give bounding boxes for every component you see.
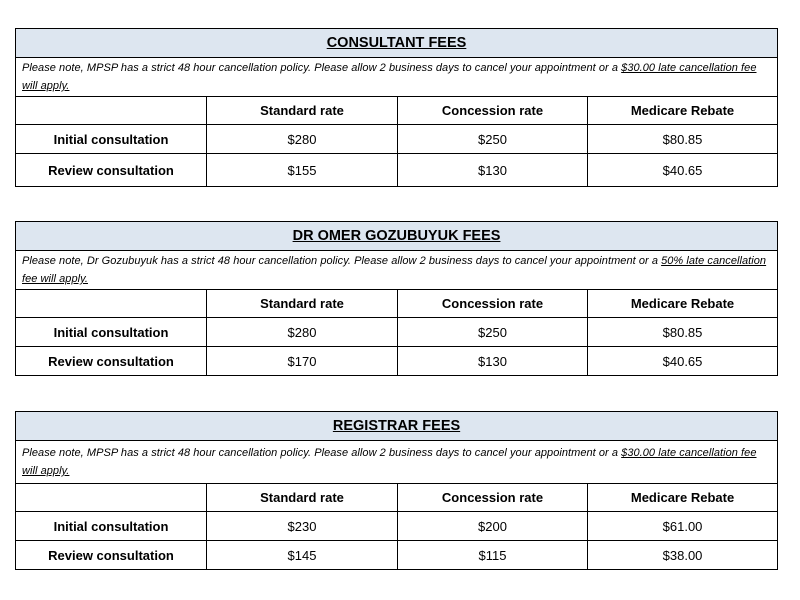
- dr-gozubuyuk-fees-table: [15, 221, 778, 376]
- section-title-text: REGISTRAR FEES: [332, 418, 461, 434]
- standard-rate-value: $155: [207, 154, 398, 187]
- medicare-rebate-value: $38.00: [588, 541, 778, 570]
- medicare-rebate-value: $40.65: [588, 347, 778, 376]
- row-label: Review consultation: [16, 347, 207, 376]
- row-label: Initial consultation: [16, 125, 207, 154]
- cancellation-note: [16, 251, 778, 290]
- late-fee-note: 50% late cancellation fee will apply.: [22, 255, 767, 285]
- header-medicare-rebate: Medicare Rebate: [588, 97, 778, 125]
- medicare-rebate-value: $61.00: [588, 512, 778, 541]
- medicare-rebate-value: $40.65: [588, 154, 778, 187]
- consultant-fees-table: [15, 28, 778, 187]
- table-row: [16, 154, 778, 187]
- header-concession-rate: Concession rate: [398, 97, 588, 125]
- header-standard-rate: Standard rate: [207, 290, 398, 318]
- blank-header-cell: [16, 484, 207, 512]
- header-standard-rate: Standard rate: [207, 484, 398, 512]
- medicare-rebate-value: $80.85: [588, 125, 778, 154]
- table-row: [16, 541, 778, 570]
- table-row: [16, 347, 778, 376]
- table-row: [16, 512, 778, 541]
- cancellation-note: [16, 441, 778, 484]
- header-concession-rate: Concession rate: [398, 484, 588, 512]
- section-title: [16, 29, 778, 58]
- standard-rate-value: $280: [207, 318, 398, 347]
- concession-rate-value: $250: [398, 318, 588, 347]
- section-title: [16, 412, 778, 441]
- row-label: Initial consultation: [16, 318, 207, 347]
- medicare-rebate-value: $80.85: [588, 318, 778, 347]
- table-row: [16, 125, 778, 154]
- late-fee-note: $30.00 late cancellation fee will apply.: [22, 62, 757, 92]
- section-title-text: DR OMER GOZUBUYUK FEES: [292, 228, 501, 244]
- note-text: Please note, MPSP has a strict 48 hour cancellation policy. Please allow 2 business days to cancel your appointment or a: [22, 62, 622, 74]
- registrar-fees-table: [15, 411, 778, 570]
- blank-header-cell: [16, 290, 207, 318]
- header-medicare-rebate: Medicare Rebate: [588, 290, 778, 318]
- header-concession-rate: Concession rate: [398, 290, 588, 318]
- section-title-text: CONSULTANT FEES: [326, 35, 467, 51]
- row-label: Initial consultation: [16, 512, 207, 541]
- header-medicare-rebate: Medicare Rebate: [588, 484, 778, 512]
- section-title: [16, 222, 778, 251]
- row-label: Review consultation: [16, 541, 207, 570]
- concession-rate-value: $200: [398, 512, 588, 541]
- standard-rate-value: $280: [207, 125, 398, 154]
- concession-rate-value: $115: [398, 541, 588, 570]
- late-fee-note: $30.00 late cancellation fee will apply.: [22, 447, 757, 477]
- concession-rate-value: $250: [398, 125, 588, 154]
- cancellation-note: [16, 58, 778, 97]
- row-label: Review consultation: [16, 154, 207, 187]
- note-text: Please note, MPSP has a strict 48 hour cancellation policy. Please allow 2 business days to cancel your appointment or a: [22, 447, 622, 459]
- blank-header-cell: [16, 97, 207, 125]
- header-standard-rate: Standard rate: [207, 97, 398, 125]
- table-row: [16, 318, 778, 347]
- concession-rate-value: $130: [398, 154, 588, 187]
- concession-rate-value: $130: [398, 347, 588, 376]
- note-text: Please note, Dr Gozubuyuk has a strict 48 hour cancellation policy. Please allow 2 business days to cancel your appointment or a: [22, 255, 662, 267]
- standard-rate-value: $230: [207, 512, 398, 541]
- standard-rate-value: $145: [207, 541, 398, 570]
- standard-rate-value: $170: [207, 347, 398, 376]
